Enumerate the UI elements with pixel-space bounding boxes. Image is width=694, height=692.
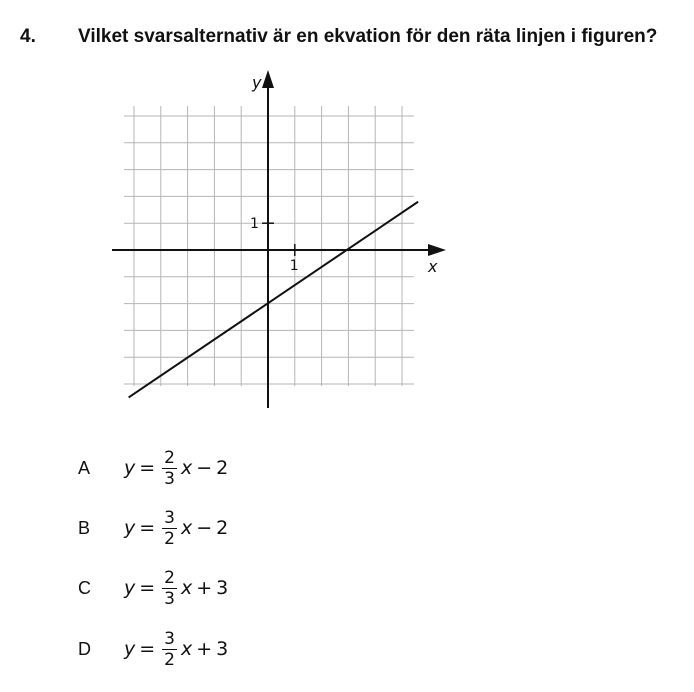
equation-constant: 2 [216, 517, 229, 539]
equation-constant: 3 [216, 638, 229, 660]
fraction-numerator: 2 [164, 567, 175, 588]
option-letter: A [78, 457, 91, 478]
option-equation [124, 509, 228, 548]
operator-sign: + [196, 638, 213, 660]
equation-lhs: y [124, 517, 136, 539]
equation-variable-x: x [181, 517, 193, 539]
fraction-denominator: 3 [164, 588, 175, 609]
straight-line [129, 202, 418, 398]
equals-sign: = [139, 517, 156, 539]
fraction [162, 569, 177, 608]
equals-sign: = [139, 457, 156, 479]
fraction-numerator: 2 [164, 447, 175, 468]
equation-lhs: y [124, 638, 136, 660]
fraction-numerator: 3 [164, 628, 175, 649]
answer-option-b[interactable] [78, 506, 228, 550]
equation-variable-x: x [181, 457, 193, 479]
fraction-denominator: 2 [164, 528, 175, 549]
x-axis-label: x [428, 257, 438, 276]
operator-sign: − [196, 457, 213, 479]
question-text: Vilket svarsalternativ är en ekvation för den räta linjen i figuren? [78, 26, 658, 47]
y-tick-label: 1 [250, 216, 259, 233]
fraction [162, 449, 177, 488]
answer-option-c[interactable] [78, 566, 228, 610]
answer-option-a[interactable] [78, 446, 228, 490]
equals-sign: = [139, 638, 156, 660]
operator-sign: + [196, 577, 213, 599]
y-axis-arrow-icon [262, 70, 274, 88]
option-letter: B [78, 517, 91, 538]
equation-variable-x: x [181, 577, 193, 599]
equation-lhs: y [124, 577, 136, 599]
equation-variable-x: x [181, 638, 193, 660]
equation-constant: 3 [216, 577, 229, 599]
option-letter: D [78, 638, 91, 659]
equation-lhs: y [124, 457, 136, 479]
answer-option-d[interactable] [78, 627, 228, 671]
option-equation [124, 630, 228, 669]
fraction [162, 630, 177, 669]
operator-sign: − [196, 517, 213, 539]
option-letter: C [78, 577, 91, 598]
option-equation [124, 569, 228, 608]
x-axis-arrow-icon [428, 244, 446, 256]
equation-constant: 2 [216, 457, 229, 479]
fraction-denominator: 3 [164, 468, 175, 489]
option-equation [124, 449, 228, 488]
fraction-denominator: 2 [164, 649, 175, 670]
fraction-numerator: 3 [164, 507, 175, 528]
fraction [162, 509, 177, 548]
y-axis-label: y [252, 73, 262, 92]
x-tick-label: 1 [289, 258, 299, 274]
equals-sign: = [139, 577, 156, 599]
question-number: 4. [20, 26, 36, 47]
